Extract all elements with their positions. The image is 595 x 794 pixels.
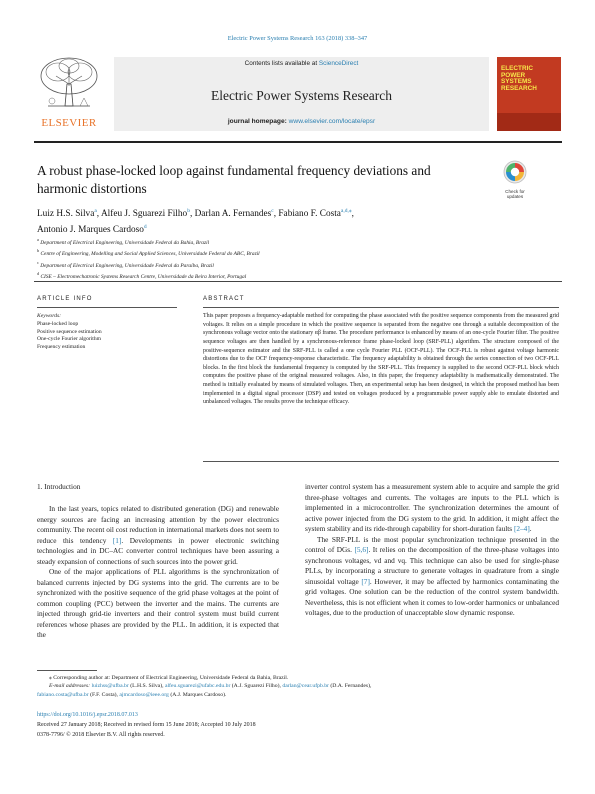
citation-link[interactable]: [1] — [112, 535, 122, 545]
email-addresses-continued: fabiano.costa@ufba.br (F.F. Costa), ajmcardoso@ieee.org (A.J. Marques Cardoso). — [37, 691, 227, 698]
keywords-label: Keywords: — [37, 313, 62, 319]
journal-reference[interactable]: Electric Power Systems Research 163 (2018) 338–347 — [227, 35, 368, 42]
contents-line — [114, 60, 489, 67]
author-affiliation-mark[interactable]: c — [271, 208, 274, 214]
footnote-rule — [37, 670, 97, 671]
article-info-heading: ARTICLE INFO — [37, 296, 93, 302]
keyword-item: Positive sequence estimation — [37, 328, 102, 335]
email-addresses: E-mail addresses: luizhss@ufba.br (L.H.S. Silva), alfeu.sguarezi@ufabc.edu.br (A.J. Sguarezi Filho), darlan@cear.ufpb.br (D.A. Fernandes), — [49, 683, 372, 690]
body-paragraph: inverter control system has a measurement system able to acquire and sample the grid three-phase voltages and currents. The voltages are inputs to the PLL which is implemented in a microcontroller. The synchronization determines the amount of active power injected from the DG system to the grid. In addition, it might affect the system stability and its ride-through capability for short-duration faults [2–4]. — [305, 482, 559, 533]
abstract-heading: ABSTRACT — [203, 296, 245, 302]
contents-prefix: Contents lists available at — [244, 60, 318, 67]
corresponding-author-note: ⁎ Corresponding author at: Department of Electrical Engineering, Universidade Federal da Bahia, Brazil. — [49, 675, 289, 681]
author-list: Luiz H.S. Silva$^a$, Alfeu J. Sguarezi Filho$^b$, Darlan A. Fernandes$^c$, Fabiano F. Costa$^{a,d,⁎}$, Antonio J. Marques Cardoso$^d$ — [37, 208, 354, 236]
author-affiliation-mark[interactable]: d — [143, 224, 147, 231]
affiliation-item: $^c$ Department of Electrical Engineering, Universidade Federal da Paraíba, Brazil — [37, 259, 214, 269]
homepage-link[interactable]: www.elsevier.com/locate/epsr — [288, 118, 376, 125]
journal-header-band — [114, 57, 489, 131]
elsevier-logo — [34, 54, 104, 130]
crossmark-line-1: Check for — [505, 189, 525, 194]
abstract-bottom-rule — [203, 461, 559, 462]
email-link[interactable]: fabiano.costa@ufba.br — [37, 691, 89, 698]
abstract-text: This paper proposes a frequency-adaptable method for computing the phase associated with the positive sequence components from the measured grid voltages. It relies on a simple procedure in which the positive sequence is separated from the negative one through a suitable decomposition of the synchronous voltage vector onto the stationary αβ frame. The procedure performance is enhanced by means of an one-cycle Fourier filter. The positive sequence voltages are then handled by a synchronous-reference frame phase-locked loop (SRF-PLL) algorithm. The structure composed of the positive-sequence estimator and the SRF-PLL is called a one cycle Fourier PLL (OCF-PLL). The OCF-PLL is robust against voltage harmonic distortions due to the OCF frequency-response characteristic. The frequency adaptability is obtained through the series connection of two OCF-PLL blocks. In the first block the fundamental frequency is computed by the SRF-PLL. This frequency is supplied to the second OCF-PLL block which computes the positive phase of the original measured voltages. Also, in this paper, the frequency adaptability is mathematically demonstrated. The method is initially evaluated by means of simulated voltages. Then, an experimental setup has been designed, in which the proposed method has been implemented in a digital signal processor (DSP) and tested on voltages produced by a programmable power supply able to emulate distorted and unbalanced voltages. The results prove the technique efficacy. — [203, 313, 559, 406]
email-link[interactable]: luizhss@ufba.br — [91, 683, 129, 690]
citation-link[interactable]: [5,6] — [354, 545, 369, 554]
keyword-item: One-cycle Fourier algorithm — [37, 336, 101, 343]
footnotes — [37, 674, 559, 699]
body-paragraph: The SRF-PLL is the most popular synchronization technique presented in the control of DGs. [5,6]. It relies on the decomposition of the three-phase voltages into synchronous voltages, vd and vq. This technique can also be used for single-phase PLLs, by incorporating a structure to generate voltages in quadrature from a single sinusoidal voltage [7]. However, it may be affected by harmonics contaminating the grid voltages. One solution can be the reduction of the control system bandwidth. Nevertheless, this is not efficient when it comes to low-order harmonics or unbalanced voltages, due to the production of unacceptable slow dynamic response. — [305, 534, 559, 617]
journal-title: Electric Power Systems Research — [210, 88, 393, 103]
sciencedirect-link[interactable]: ScienceDirect — [318, 60, 359, 67]
abstract-rule — [203, 307, 559, 308]
crossmark-badge[interactable] — [503, 160, 527, 200]
email-link[interactable]: ajmcardoso@ieee.org — [119, 691, 169, 698]
keyword-item: Frequency estimation — [37, 344, 86, 351]
author-affiliation-mark[interactable]: b — [187, 208, 190, 214]
crossmark-line-2: updates — [506, 194, 524, 200]
author-name: Luiz H.S. Silva — [37, 209, 95, 220]
citation-link[interactable]: [7] — [361, 576, 370, 586]
masthead-rule — [34, 141, 562, 143]
email-link[interactable]: darlan@cear.ufpb.br — [282, 683, 329, 690]
journal-cover-thumbnail — [497, 57, 561, 131]
article-title: A robust phase-locked loop against fundamental frequency deviations and harmonic distortions — [37, 163, 431, 196]
article-info-rule — [37, 307, 177, 308]
email-link[interactable]: alfeu.sguarezi@ufabc.edu.br — [164, 683, 231, 690]
affiliation-item: $^a$ Department of Electrical Engineering, Universidade Federal da Bahia, Brazil — [37, 237, 210, 246]
affiliation-item: $^d$ CISE – Electromechatronic Systems Research Centre, Universidade da Beira Interior, Portugal — [37, 271, 247, 280]
publisher-wordmark: ELSEVIER — [41, 117, 97, 129]
body-column-right — [305, 482, 559, 619]
section-heading-introduction: 1. Introduction — [37, 482, 81, 491]
author-name: Alfeu J. Sguarezi Filho — [100, 209, 188, 220]
copyright-notice: 0378-7796/ © 2018 Elsevier B.V. All rights reserved. — [37, 732, 165, 738]
author-affiliation-mark[interactable]: a — [94, 208, 97, 214]
body-paragraph: One of the major applications of PLL algorithms is the synchronization of balanced currents injected by DG systems into the grid. The currents are to be synchronized with the positive sequence of the grid phase voltages at the point of common coupling (PCC) between the inverter and the mains. The currents are injected through grid-tie inverters and their control system must build current references whose phases are provided by the PLL. In addition, it is expected that the — [37, 567, 279, 639]
homepage-prefix: journal homepage: — [227, 118, 287, 125]
keyword-item: Phase-locked loop — [37, 320, 79, 327]
author-name: Darlan A. Fernandes — [194, 209, 272, 220]
doi-link[interactable]: https://doi.org/10.1016/j.epsr.2018.07.013 — [37, 712, 138, 718]
body-paragraph: In the last years, topics related to distributed generation (DG) and renewable energy sources are facing an increasing attention by the power electronics community. The recent oil cost reduction in international markets does not seem to reduce this tendency [1]. Developments in power electronic switching technologies and in DC–AC converter control techniques have been assuring a steady expansion of connections of such sources into the power grid. — [37, 504, 279, 566]
affiliation-list — [37, 236, 507, 282]
elsevier-tree-icon — [34, 54, 104, 116]
received-dates: Received 27 January 2018; Received in revised form 15 June 2018; Accepted 10 July 2018 — [37, 722, 256, 728]
citation-link[interactable]: [2–4] — [513, 524, 530, 533]
cover-title: ELECTRIC POWER SYSTEMS RESEARCH — [501, 65, 537, 92]
homepage-line — [114, 118, 489, 125]
cover-strip — [497, 113, 561, 131]
journal-masthead — [34, 52, 562, 138]
crossmark-icon — [503, 160, 527, 184]
author-affiliation-mark[interactable]: a,d,⁎ — [340, 208, 352, 214]
author-name: Fabiano F. Costa — [278, 209, 341, 220]
section-rule — [34, 281, 562, 282]
body-column-left — [37, 504, 279, 641]
keywords-block — [37, 313, 187, 352]
affiliation-item: $^b$ Centre of Engineering, Modelling and Social Applied Sciences, Universidade Federal do ABC, Brazil — [37, 248, 260, 258]
author-name: Antonio J. Marques Cardoso — [37, 225, 144, 236]
